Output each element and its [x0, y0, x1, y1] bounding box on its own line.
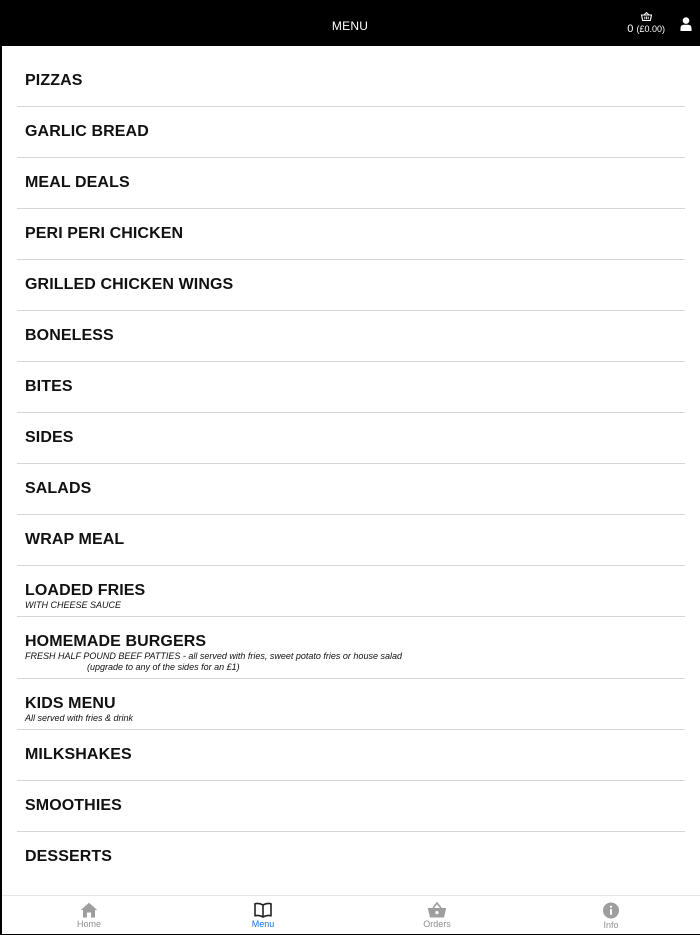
tab-label: Home	[76, 919, 101, 929]
category-title: HOMEMADE BURGERS	[25, 633, 207, 650]
category-list	[17, 56, 685, 883]
bottom-tab-bar	[2, 895, 700, 934]
category-row-bites[interactable]	[17, 362, 685, 413]
category-row-meal-deals[interactable]	[17, 158, 685, 209]
tab-label: Orders	[423, 919, 451, 929]
category-title: LOADED FRIES	[25, 582, 146, 599]
category-title: WRAP MEAL	[25, 531, 125, 548]
category-row-kids-menu[interactable]	[17, 679, 685, 730]
category-row-pizzas[interactable]	[17, 56, 685, 107]
category-subtitle: FRESH HALF POUND BEEF PATTIES - all served with fries, sweet potato fries or house salad	[25, 651, 402, 661]
top-bar	[0, 0, 700, 46]
category-title: PIZZAS	[25, 72, 83, 89]
tab-label: Menu	[251, 919, 275, 929]
page-title: MENU	[331, 19, 369, 33]
category-row-desserts[interactable]	[17, 832, 685, 883]
category-title: KIDS MENU	[25, 695, 116, 712]
tab-info[interactable]	[524, 896, 698, 935]
category-title: MEAL DEALS	[25, 174, 130, 191]
category-row-grilled-chicken-wings[interactable]	[17, 260, 685, 311]
cart-count: 0	[627, 23, 634, 35]
info-icon	[602, 902, 620, 919]
tab-orders[interactable]	[350, 896, 524, 935]
user-icon[interactable]	[680, 17, 692, 31]
category-subtitle: WITH CHEESE SAUCE	[25, 600, 122, 610]
book-icon	[254, 902, 272, 918]
basket-icon	[641, 12, 652, 21]
category-title: BITES	[25, 378, 73, 395]
home-icon	[80, 902, 98, 918]
category-row-garlic-bread[interactable]	[17, 107, 685, 158]
category-title: SMOOTHIES	[25, 797, 122, 814]
category-row-sides[interactable]	[17, 413, 685, 464]
category-subtitle: All served with fries & drink	[25, 713, 134, 723]
cart-button[interactable]	[627, 12, 665, 36]
tab-menu[interactable]	[176, 896, 350, 935]
basket-icon	[427, 902, 447, 918]
category-title: MILKSHAKES	[25, 746, 132, 763]
category-title: BONELESS	[25, 327, 114, 344]
category-row-smoothies[interactable]	[17, 781, 685, 832]
category-title: SIDES	[25, 429, 74, 446]
category-subtitle-note: (upgrade to any of the sides for an £1)	[87, 662, 240, 672]
category-title: DESSERTS	[25, 848, 113, 865]
category-row-wrap-meal[interactable]	[17, 515, 685, 566]
category-title: SALADS	[25, 480, 92, 497]
category-title: PERI PERI CHICKEN	[25, 225, 184, 242]
category-row-salads[interactable]	[17, 464, 685, 515]
category-row-peri-peri-chicken[interactable]	[17, 209, 685, 260]
tab-label: Info	[603, 920, 619, 930]
category-title: GARLIC BREAD	[25, 123, 149, 140]
category-row-boneless[interactable]	[17, 311, 685, 362]
tab-home[interactable]	[2, 896, 176, 935]
category-title: GRILLED CHICKEN WINGS	[25, 276, 234, 293]
menu-panel	[2, 46, 700, 895]
cart-total: (£0.00)	[636, 24, 665, 34]
category-row-milkshakes[interactable]	[17, 730, 685, 781]
category-row-homemade-burgers[interactable]	[17, 617, 685, 679]
category-row-loaded-fries[interactable]	[17, 566, 685, 617]
